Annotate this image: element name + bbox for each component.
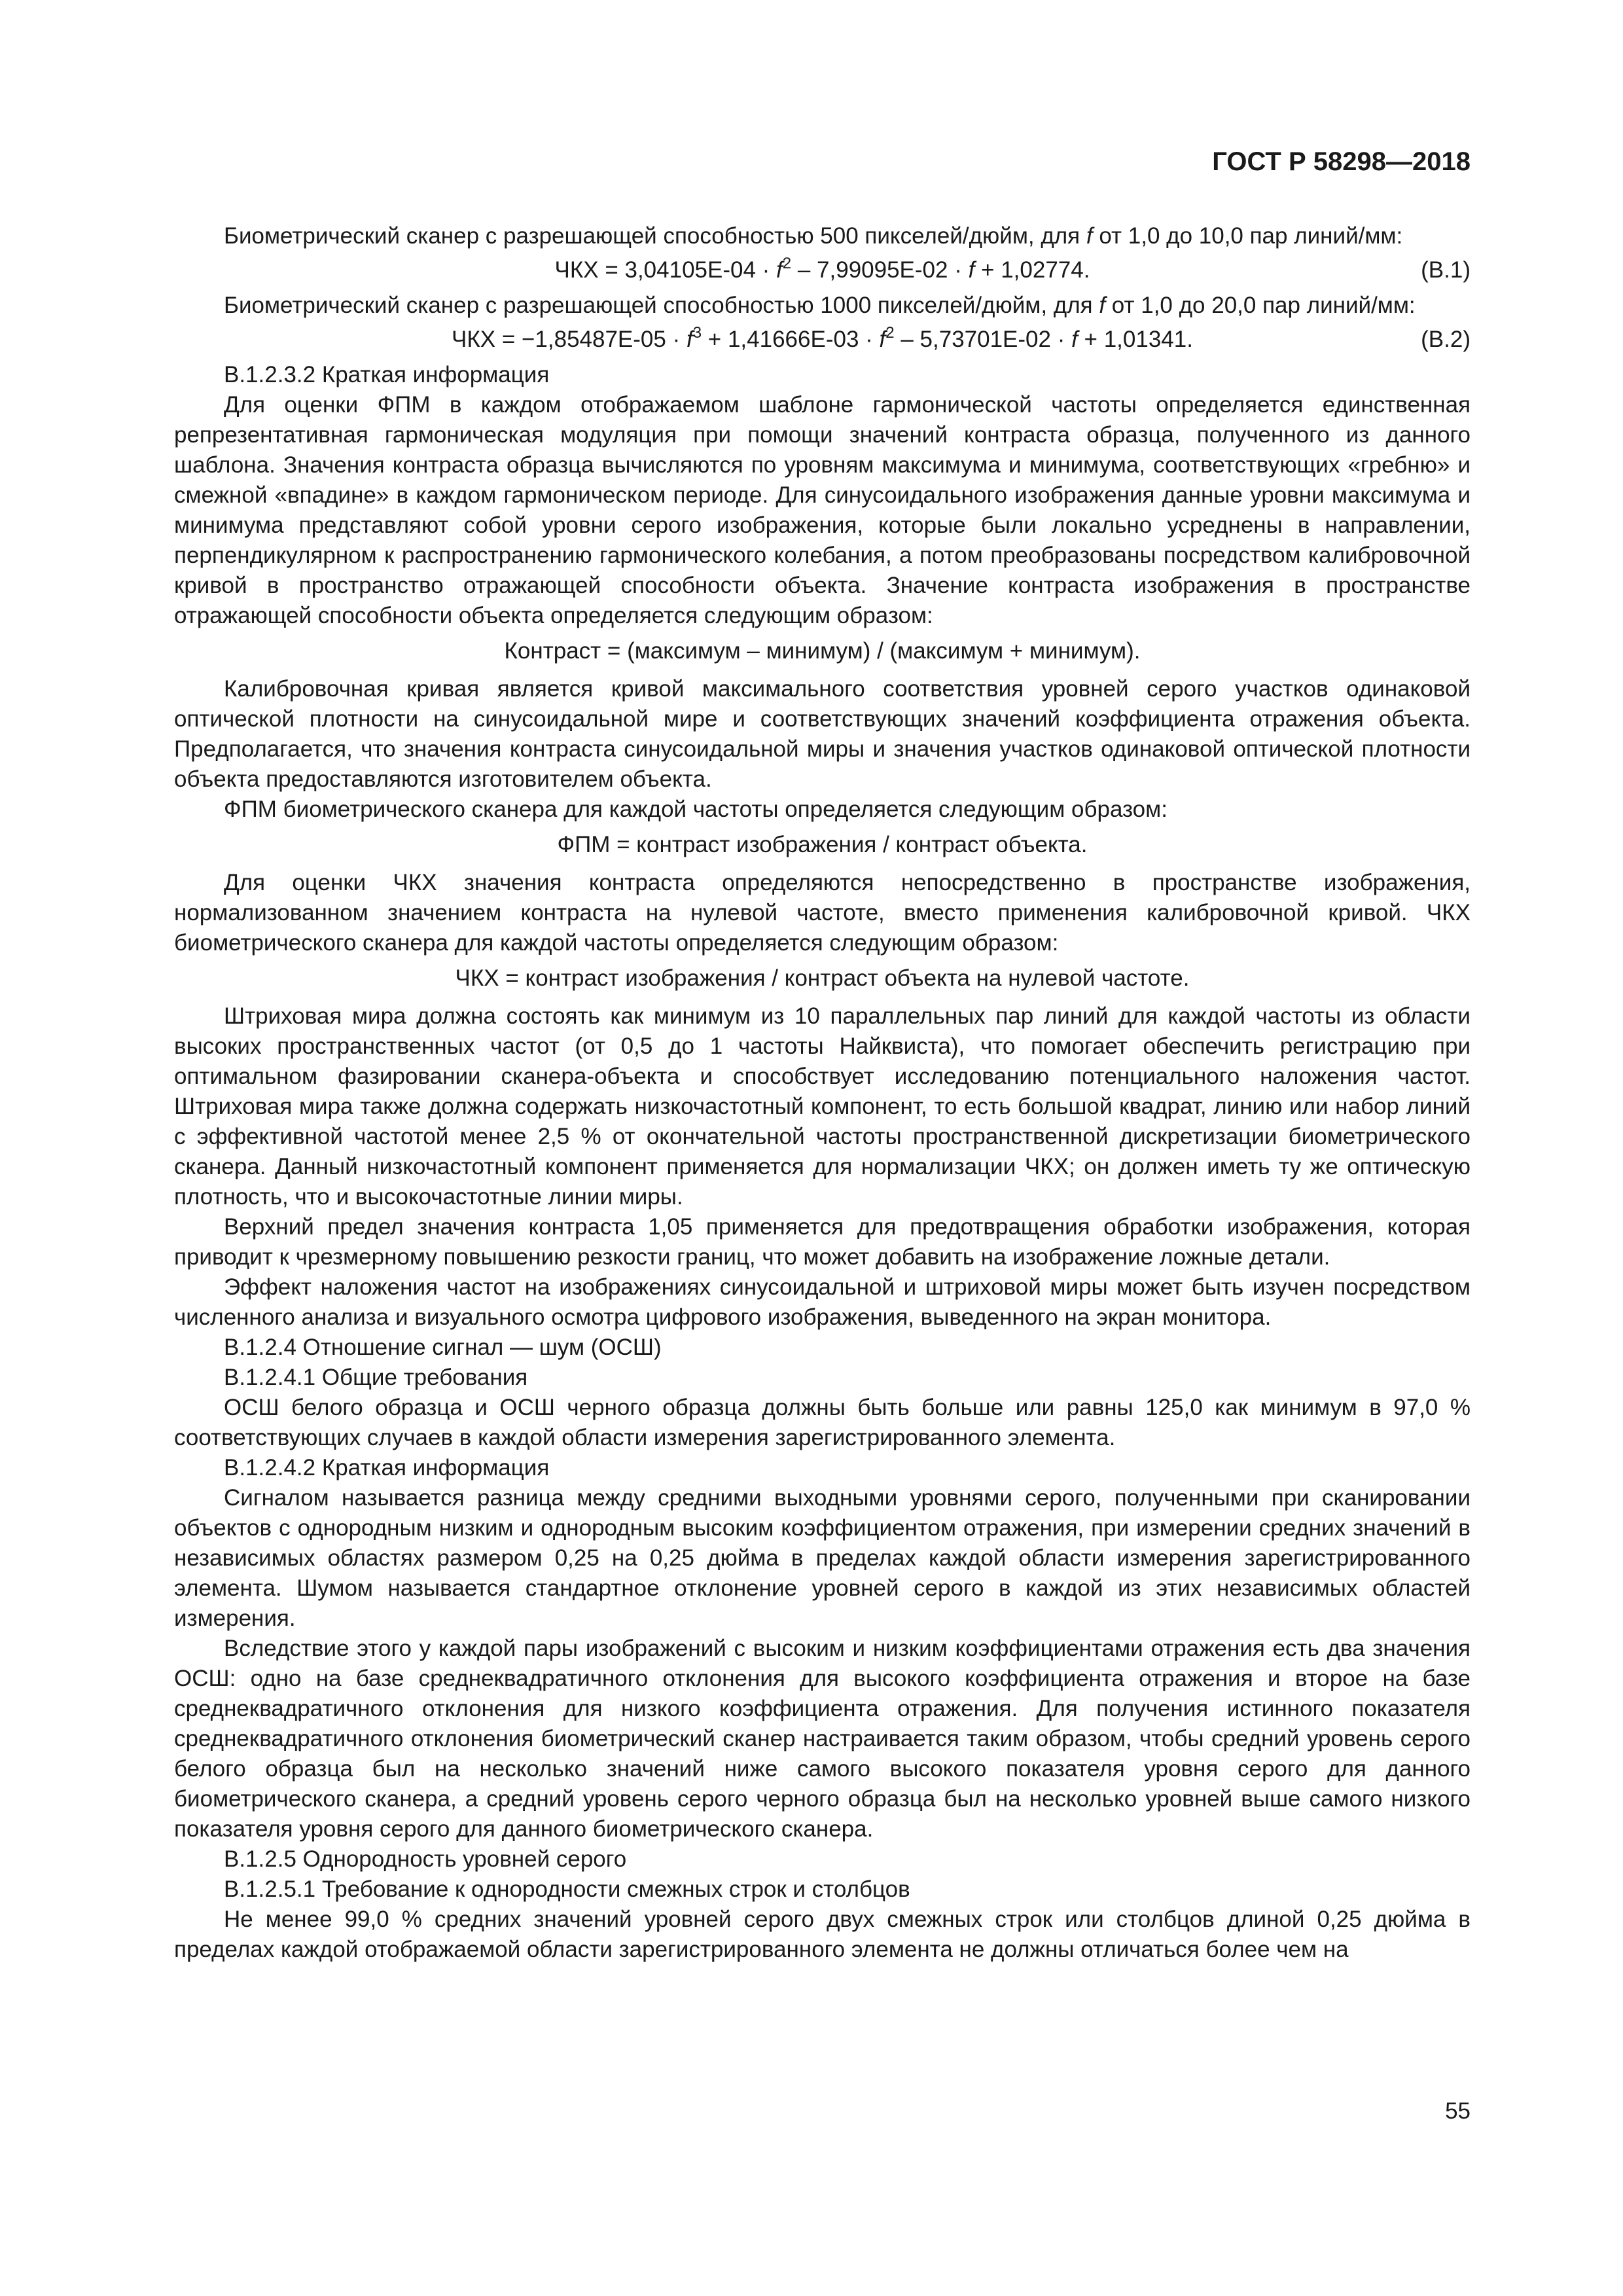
paragraph: Сигналом называется разница между средними выходными уровнями серого, полученными при сканировании объектов с однородным низким и однородным высоким коэффициентом отражения, при измерении средних значений в независимых областях размером 0,25 на 0,25 дюйма в пределах каждой области измерения зарегистрированного элемента. Шумом называется стандартное отклонение уровней серого в каждой из этих независимых областей измерения. [174,1485,1471,1631]
paragraph-scanner-1000: Биометрический сканер с разрешающей способностью 1000 пикселей/дюйм, для f от 1,0 до 20,0 пар линий/мм: [224,293,1416,318]
document-header: ГОСТ Р 58298—2018 [1212,147,1471,176]
formula-b2: ЧКХ = $-1,85487E-05 \cdot f^3 + 1,41666E-03 \cdot f^2 - 5,73701E-02 \cdot f + 1,01341$. (В.2) [174,325,1471,355]
section-heading: В.1.2.4.1 Общие требования [224,1365,528,1390]
section-heading: В.1.2.4.2 Краткая информация [224,1455,550,1480]
paragraph-scanner-500: Биометрический сканер с разрешающей способностью 500 пикселей/дюйм, для f от 1,0 до 10,0 пар линий/мм: [224,223,1403,249]
section-heading: В.1.2.3.2 Краткая информация [224,362,550,387]
paragraph: Для оценки ФПМ в каждом отображаемом шаблоне гармонической частоты определяется единственная репрезентативная гармоническая модуляция при помощи значений контраста образца, полученного из данного шаблона. Значения контраста образца вычисляются по уровням максимума и минимума, соответствующих «гребню» и смежной «впадине» в каждом гармоническом периоде. Для синусоидального изображения данные уровни максимума и минимума представляют собой уровни серого изображения, которые были локально усреднены в направлении, перпендикулярном к распространению гармонического колебания, а потом преобразованы посредством калибровочной кривой в пространство отражающей способности объекта. Значение контраста изображения в пространстве отражающей способности объекта определяется следующим образом: [174,392,1471,628]
formula-ctf: ЧКХ = контраст изображения / контраст объекта на нулевой частоте. [455,965,1190,991]
formula-number: (В.2) [1421,327,1471,352]
paragraph: Верхний предел значения контраста 1,05 применяется для предотвращения обработки изображения, которая приводит к чрезмерному повышению резкости границ, что может добавить на изображение ложные детали. [174,1214,1471,1270]
section-heading: В.1.2.4 Отношение сигнал — шум (ОСШ) [224,1335,662,1360]
section-heading: В.1.2.5.1 Требование к однородности смежных строк и столбцов [224,1876,910,1902]
document-body [174,221,1471,1965]
formula-number: (В.1) [1421,257,1471,283]
page-number: 55 [1445,2098,1471,2124]
formula-b1: ЧКХ = $3,04105E-04 \cdot f^2 - 7,99095E-02 \cdot f + 1,02774$. (В.1) [174,255,1471,285]
paragraph: Не менее 99,0 % средних значений уровней серого двух смежных строк или столбцов длиной 0,25 дюйма в пределах каждой отображаемой области зарегистрированного элемента не должны отличаться более чем на [174,1907,1471,1962]
paragraph: ФПМ биометрического сканера для каждой частоты определяется следующим образом: [224,797,1168,822]
formula-contrast: Контраст = (максимум – минимум) / (максимум + минимум). [504,638,1141,664]
formula-mtf: ФПМ = контраст изображения / контраст объекта. [557,832,1088,857]
paragraph: Калибровочная кривая является кривой максимального соответствия уровней серого участков одинаковой оптической плотности на синусоидальной мире и соответствующих значений коэффициента отражения объекта. Предполагается, что значения контраста синусоидальной миры и значения участков одинаковой оптической плотности объекта предоставляются изготовителем объекта. [174,676,1471,792]
paragraph: ОСШ белого образца и ОСШ черного образца должны быть больше или равны 125,0 как минимум в 97,0 % соответствующих случаев в каждой области измерения зарегистрированного элемента. [174,1395,1471,1450]
section-heading: В.1.2.5 Однородность уровней серого [224,1846,627,1872]
paragraph: Вследствие этого у каждой пары изображений с высоким и низким коэффициентами отражения есть два значения ОСШ: одно на базе среднеквадратичного отклонения для высокого коэффициента отражения и второе на базе среднеквадратичного отклонения для низкого коэффициента отражения. Для получения истинного показателя среднеквадратичного отклонения биометрический сканер настраивается таким образом, чтобы средний уровень серого белого образца был на несколько значений ниже самого высокого показателя уровня серого для данного биометрического сканера, а средний уровень серого черного образца был на несколько уровней выше самого низкого показателя уровня серого для данного биометрического сканера. [174,1636,1471,1842]
paragraph: Эффект наложения частот на изображениях синусоидальной и штриховой миры может быть изучен посредством численного анализа и визуального осмотра цифрового изображения, выведенного на экран монитора. [174,1274,1471,1330]
paragraph: Штриховая мира должна состоять как минимум из 10 параллельных пар линий для каждой частоты из области высоких пространственных частот (от 0,5 до 1 частоты Найквиста), что помогает обеспечить регистрацию при оптимальном фазировании сканера-объекта и способствует исследованию потенциального наложения частот. Штриховая мира также должна содержать низкочастотный компонент, то есть большой квадрат, линию или набор линий с эффективной частотой менее 2,5 % от окончательной частоты пространственной дискретизации биометрического сканера. Данный низкочастотный компонент применяется для нормализации ЧКХ; он должен иметь ту же оптическую плотность, что и высокочастотные линии миры. [174,1003,1471,1210]
paragraph: Для оценки ЧКХ значения контраста определяются непосредственно в пространстве изображения, нормализованном значением контраста на нулевой частоте, вместо применения калибровочной кривой. ЧКХ биометрического сканера для каждой частоты определяется следующим образом: [174,870,1471,956]
